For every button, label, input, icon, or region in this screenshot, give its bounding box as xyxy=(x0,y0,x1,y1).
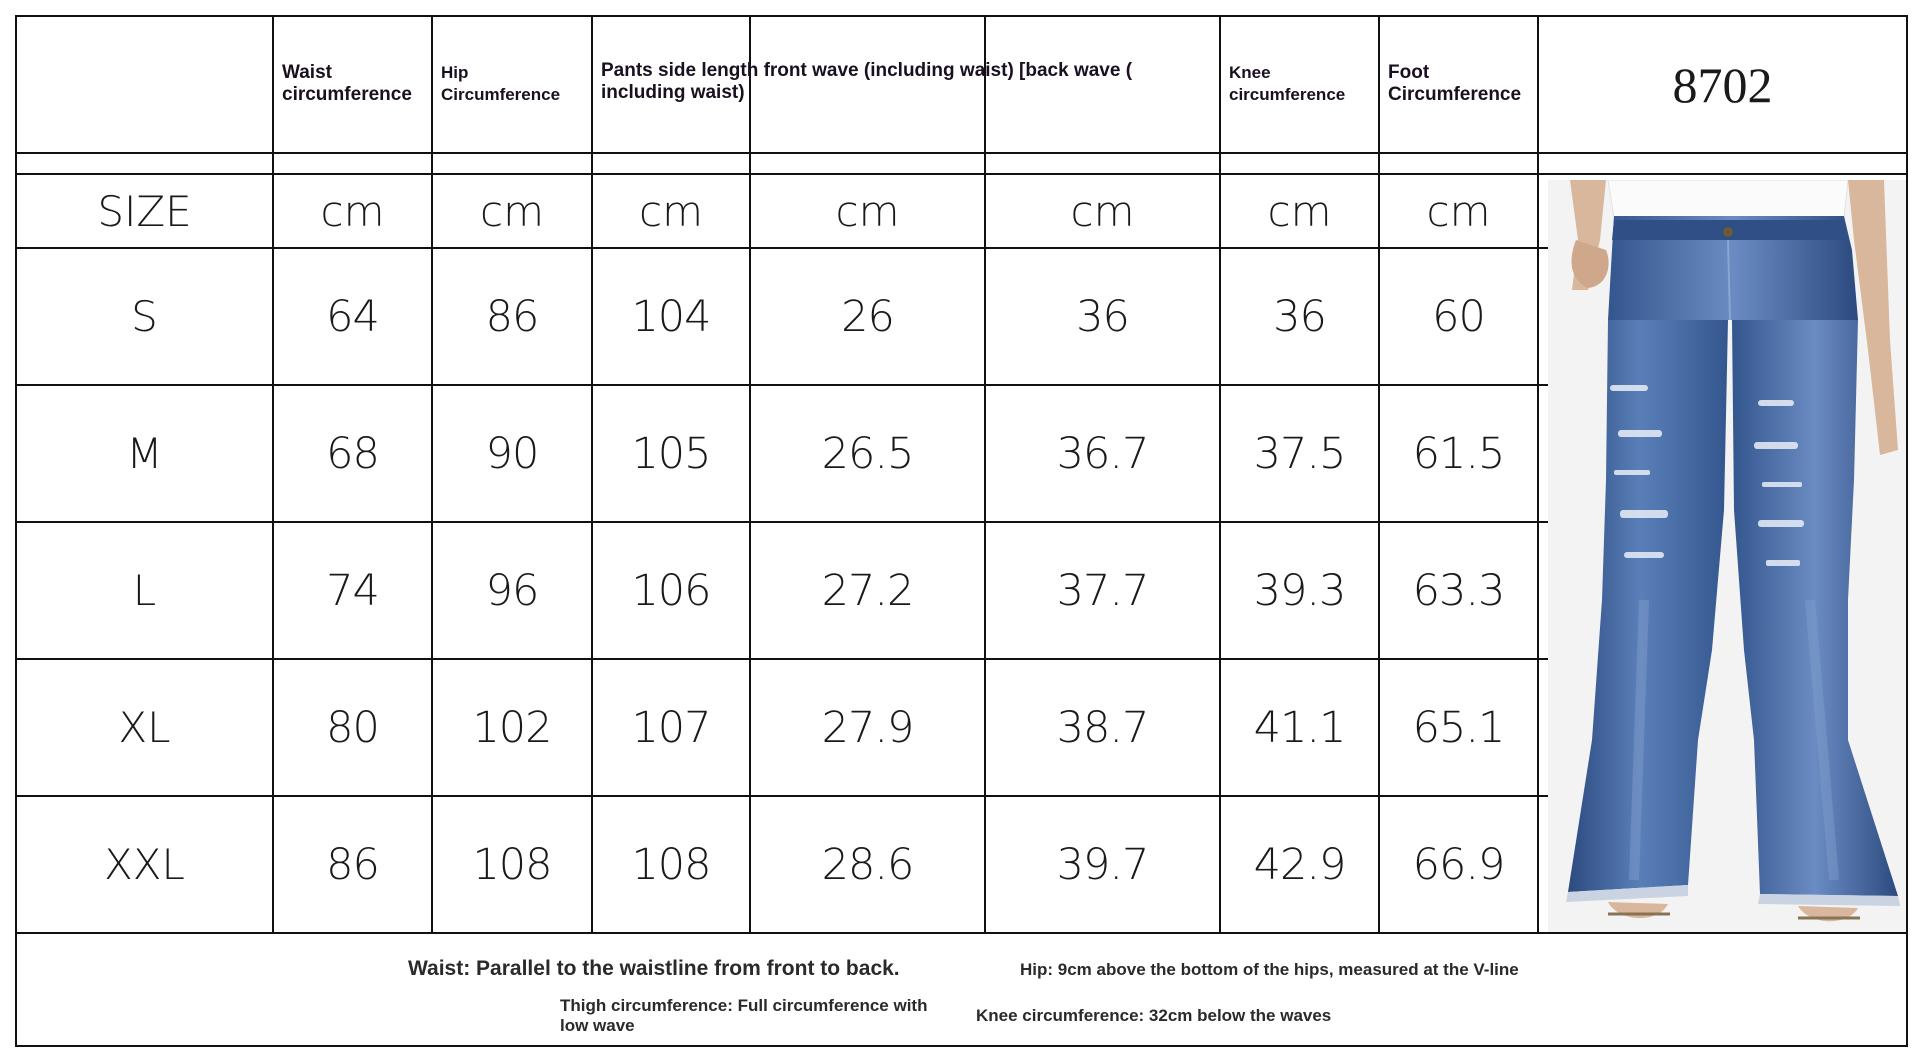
front-wave-value: 26.5 xyxy=(821,428,914,479)
note-knee: Knee circumference: 32cm below the waves xyxy=(976,1006,1332,1025)
front-wave-value: 27.9 xyxy=(821,702,914,753)
size-label: S xyxy=(131,292,158,341)
unit-pants-length: cm xyxy=(638,186,703,236)
waist-value: 86 xyxy=(326,839,379,890)
size-label: XXL xyxy=(104,840,185,889)
hip-value: 96 xyxy=(485,565,539,616)
foot-value: 61.5 xyxy=(1412,428,1505,479)
note-waist: Waist: Parallel to the waistline from front to back. xyxy=(408,957,900,980)
product-photo xyxy=(1548,180,1906,932)
pants-length-value: 104 xyxy=(631,291,711,342)
hip-value: 90 xyxy=(485,428,539,479)
unit-foot: cm xyxy=(1426,186,1491,236)
back-wave-value: 37.7 xyxy=(1056,565,1149,616)
front-wave-value: 28.6 xyxy=(821,839,914,890)
pants-length-value: 108 xyxy=(631,839,711,890)
front-wave-value: 27.2 xyxy=(821,565,914,616)
unit-hip: cm xyxy=(479,186,544,236)
foot-value: 60 xyxy=(1432,291,1485,342)
knee-value: 37.5 xyxy=(1253,428,1346,479)
row-divider xyxy=(15,152,1908,154)
unit-front-wave: cm xyxy=(835,186,900,236)
hip-value: 102 xyxy=(472,702,552,753)
size-label: XL xyxy=(118,703,171,752)
flared-jeans-illustration xyxy=(1548,180,1906,932)
unit-waist: cm xyxy=(320,186,385,236)
size-label: M xyxy=(126,429,163,478)
size-label: L xyxy=(132,566,157,615)
header-foot-circumference: Foot Circumference xyxy=(1388,62,1522,105)
foot-value: 66.9 xyxy=(1412,839,1505,890)
back-wave-value: 39.7 xyxy=(1056,839,1149,890)
hip-value: 86 xyxy=(485,291,539,342)
back-wave-value: 36 xyxy=(1076,291,1129,342)
knee-value: 41.1 xyxy=(1253,702,1346,753)
note-hip: Hip: 9cm above the bottom of the hips, measured at the V-line xyxy=(1020,960,1519,979)
note-thigh: Thigh circumference: Full circumference with low wave xyxy=(560,996,928,1035)
header-pants-side-length: Pants side length front wave (including waist) [back wave ( including waist) xyxy=(601,60,1133,103)
foot-value: 65.1 xyxy=(1412,702,1505,753)
knee-value: 42.9 xyxy=(1253,839,1346,890)
waist-value: 80 xyxy=(326,702,379,753)
hip-value: 108 xyxy=(472,839,552,890)
waist-value: 74 xyxy=(326,565,379,616)
back-wave-value: 36.7 xyxy=(1056,428,1149,479)
header-knee-circumference: Knee circumference xyxy=(1229,63,1346,104)
waist-value: 68 xyxy=(326,428,379,479)
size-column-label: SIZE xyxy=(97,186,192,236)
header-waist-circumference: Waist circumference xyxy=(282,62,412,105)
front-wave-value: 26 xyxy=(841,291,894,342)
pants-length-value: 107 xyxy=(631,702,711,753)
foot-value: 63.3 xyxy=(1412,565,1505,616)
unit-back-wave: cm xyxy=(1070,186,1135,236)
back-wave-value: 38.7 xyxy=(1056,702,1149,753)
unit-knee: cm xyxy=(1267,186,1332,236)
header-hip-circumference: Hip Circumference xyxy=(441,63,561,104)
pants-length-value: 106 xyxy=(631,565,711,616)
waist-value: 64 xyxy=(326,291,379,342)
column-divider xyxy=(1537,15,1539,933)
knee-value: 36 xyxy=(1273,291,1326,342)
model-number: 8702 xyxy=(1672,56,1773,113)
pants-length-value: 105 xyxy=(631,428,711,479)
row-divider xyxy=(15,932,1908,934)
knee-value: 39.3 xyxy=(1253,565,1346,616)
